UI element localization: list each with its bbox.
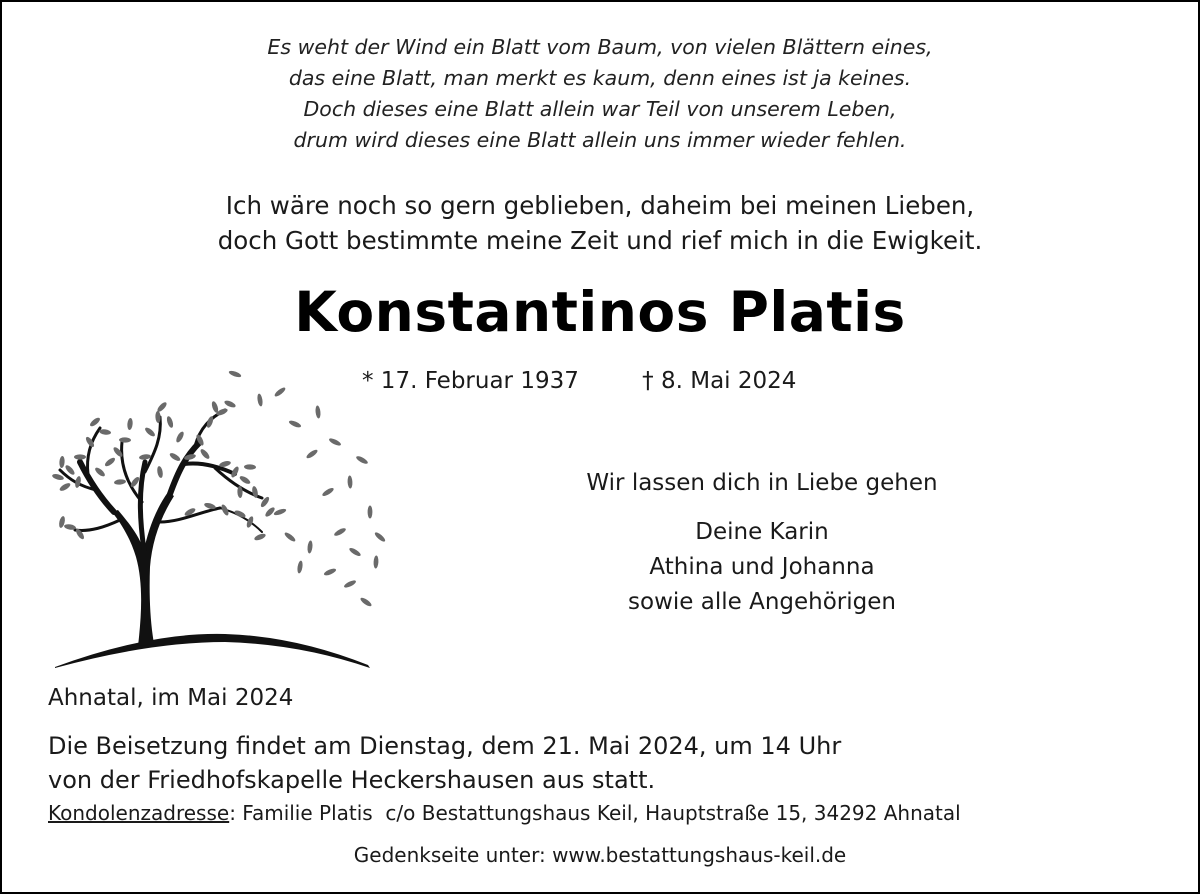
leaf bbox=[144, 426, 157, 438]
poem-line: Es weht der Wind ein Blatt vom Baum, von vielen Blättern eines, bbox=[267, 35, 933, 59]
leaf bbox=[244, 464, 256, 470]
falling-leaf bbox=[347, 475, 352, 488]
falling-leaf bbox=[321, 487, 335, 498]
poem-line: das eine Blatt, man merkt es kaum, denn eines ist ja keines. bbox=[288, 66, 912, 90]
leaf bbox=[245, 515, 254, 528]
leaf bbox=[94, 466, 106, 478]
burial-info bbox=[48, 729, 841, 797]
falling-leaf bbox=[288, 419, 302, 428]
leaf bbox=[166, 415, 175, 428]
falling-leaf bbox=[333, 527, 347, 538]
mourner-line: sowie alle Angehörigen bbox=[628, 589, 896, 615]
leaf bbox=[223, 399, 236, 409]
leaf bbox=[264, 506, 276, 518]
condolence-label: Kondolenzadresse bbox=[48, 801, 230, 825]
leaf bbox=[59, 482, 72, 493]
leaf bbox=[104, 456, 117, 467]
falling-leaf bbox=[228, 370, 242, 379]
verse-line: doch Gott bestimmte meine Zeit und rief mich in die Ewigkeit. bbox=[217, 226, 983, 255]
falling-leaf bbox=[355, 455, 369, 466]
verse-line: Ich wäre noch so gern geblieben, daheim bei meinen Lieben, bbox=[225, 191, 975, 220]
leaf bbox=[127, 418, 133, 430]
leaf bbox=[175, 430, 185, 443]
falling-leaf bbox=[328, 437, 342, 447]
mourners bbox=[542, 515, 982, 620]
falling-leaf bbox=[343, 579, 357, 589]
leaf bbox=[59, 456, 65, 468]
poem bbox=[2, 32, 1198, 156]
death-date: † 8. Mai 2024 bbox=[642, 368, 797, 394]
falling-leaf bbox=[373, 555, 378, 568]
leaf bbox=[199, 448, 211, 460]
leaf bbox=[169, 452, 182, 463]
falling-leaf bbox=[374, 531, 387, 543]
leaf bbox=[239, 475, 252, 486]
falling-leaf bbox=[315, 405, 321, 418]
falling-leaf bbox=[348, 547, 362, 558]
poem-line: drum wird dieses eine Blatt allein uns immer wieder fehlen. bbox=[293, 128, 907, 152]
mourner-line: Athina und Johanna bbox=[649, 554, 875, 580]
place-date: Ahnatal, im Mai 2024 bbox=[48, 685, 294, 711]
leaf bbox=[114, 479, 126, 485]
burial-line: von der Friedhofskapelle Heckershausen aus statt. bbox=[48, 766, 656, 794]
falling-leaf bbox=[273, 508, 287, 517]
condolence-address bbox=[48, 801, 961, 825]
life-dates bbox=[362, 368, 796, 394]
falling-leaf bbox=[359, 596, 372, 607]
falling-leaf bbox=[368, 506, 373, 519]
memorial-page-link[interactable]: Gedenkseite unter: www.bestattungshaus-keil.de bbox=[353, 843, 847, 867]
falling-leaf bbox=[273, 386, 286, 398]
birth-date: * 17. Februar 1937 bbox=[362, 368, 579, 394]
farewell-line: Wir lassen dich in Liebe gehen bbox=[586, 470, 938, 496]
falling-leaf bbox=[283, 531, 296, 543]
falling-leaf bbox=[257, 393, 264, 407]
burial-line: Die Beisetzung findet am Dienstag, dem 21. Mai 2024, um 14 Uhr bbox=[48, 732, 842, 760]
mourner-line: Deine Karin bbox=[695, 519, 829, 545]
tree-with-falling-leaves-icon bbox=[50, 362, 390, 672]
leaf bbox=[253, 532, 266, 541]
falling-leaf bbox=[307, 540, 313, 553]
leaf bbox=[74, 454, 86, 459]
falling-leaf bbox=[323, 567, 337, 576]
verse bbox=[2, 188, 1198, 258]
leaf bbox=[89, 416, 102, 428]
poem-line: Doch dieses eine Blatt allein war Teil von unserem Leben, bbox=[303, 97, 897, 121]
falling-leaf bbox=[297, 560, 304, 574]
leaf bbox=[139, 454, 152, 461]
deceased-name: Konstantinos Platis bbox=[294, 280, 906, 344]
condolence-text: : Familie Platis c/o Bestattungshaus Keil, Hauptstraße 15, 34292 Ahnatal bbox=[229, 801, 961, 825]
leaf bbox=[156, 466, 163, 479]
falling-leaf bbox=[305, 448, 318, 459]
